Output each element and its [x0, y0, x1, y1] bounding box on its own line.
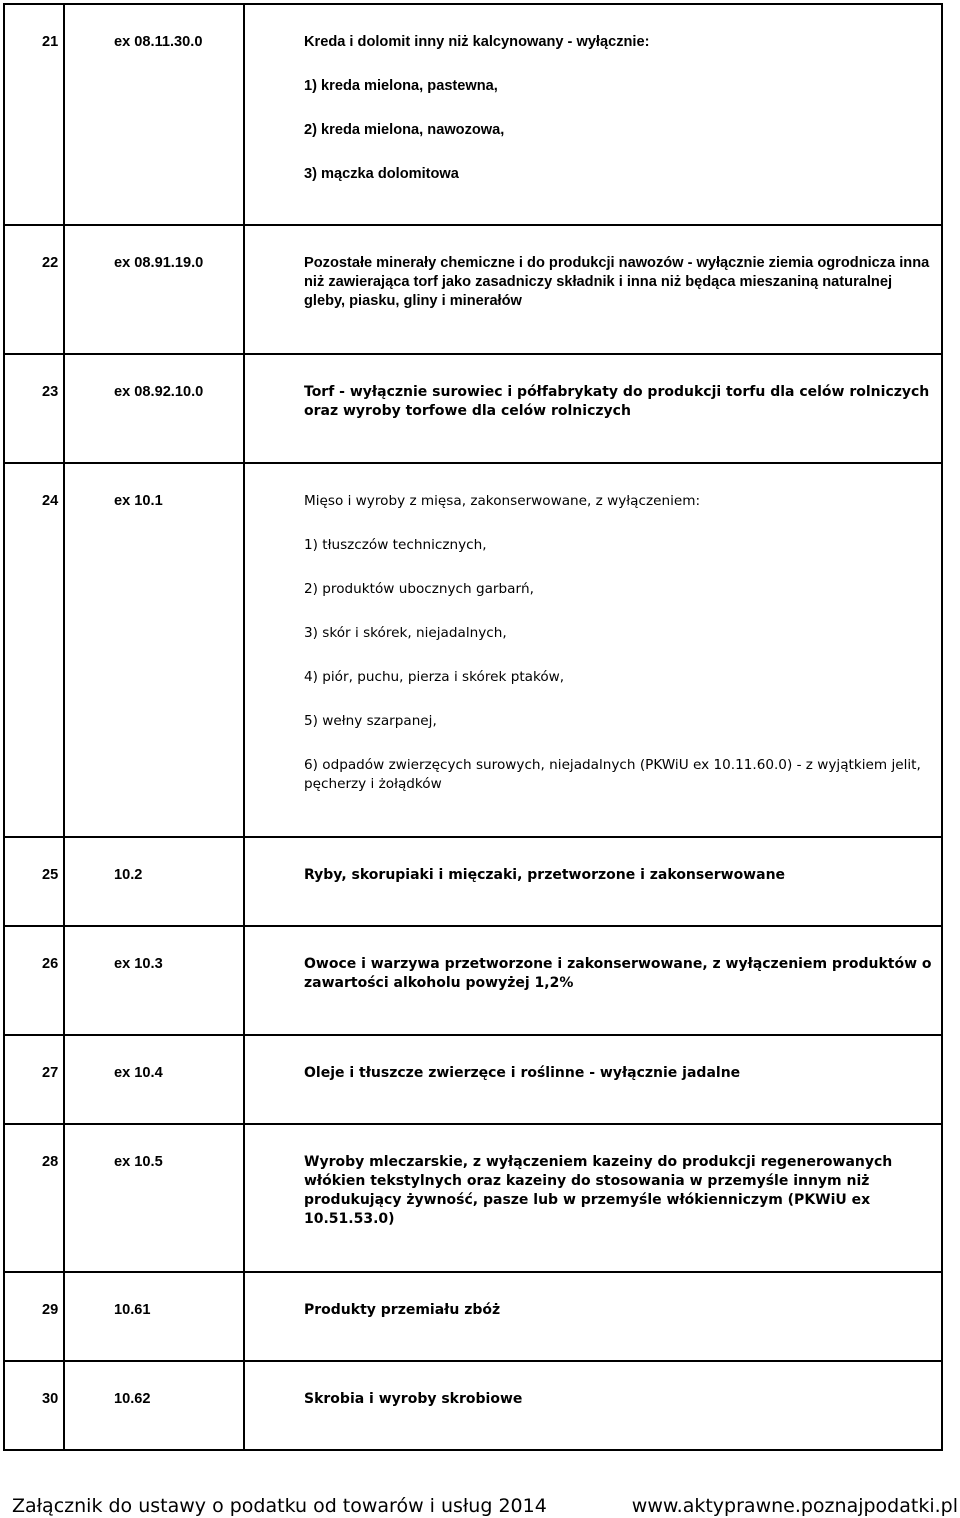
desc-line: Ryby, skorupiaki i mięczaki, przetworzone i zakonserwowane: [304, 867, 786, 883]
desc-line: Wyroby mleczarskie, z wyłączeniem kazeiny do produkcji regenerowanych włókien tekstylnych oraz kazeiny do stosowania w przemyśle innym niż produkujący żywność, pasze lub w przemyśle włókienniczym (PKWiU ex 10.51.53.0): [304, 1154, 893, 1227]
row-number: 23: [4, 354, 64, 463]
desc-line: 4) piór, puchu, pierza i skórek ptaków,: [304, 669, 565, 685]
desc-line: 5) wełny szarpanej,: [304, 713, 437, 729]
row-number: 28: [4, 1124, 64, 1272]
desc-line: Owoce i warzywa przetworzone i zakonserwowane, z wyłączeniem produktów o zawartości alkoholu powyżej 1,2%: [304, 956, 932, 991]
pkwiu-code: 10.61: [64, 1272, 244, 1361]
pkwiu-code: ex 10.5: [64, 1124, 244, 1272]
table-row: [4, 1124, 942, 1272]
pkwiu-code: 10.62: [64, 1361, 244, 1450]
pkwiu-code: ex 08.92.10.0: [64, 354, 244, 463]
row-description: [244, 1035, 942, 1124]
row-description: [244, 1272, 942, 1361]
desc-line: Pozostałe minerały chemiczne i do produkcji nawozów - wyłącznie ziemia ogrodnicza inna niż zawierająca torf jako zasadniczy składnik i inna niż będąca mieszaniną naturalnej gleby, piasku, gliny i minerałów: [304, 255, 930, 309]
row-description: [244, 463, 942, 837]
table-row: [4, 926, 942, 1035]
row-description: [244, 1361, 942, 1450]
desc-line: 2) produktów ubocznych garbarń,: [304, 581, 534, 597]
table-row: [4, 4, 942, 225]
desc-line: 1) kreda mielona, pastewna,: [304, 78, 498, 94]
row-description: [244, 1124, 942, 1272]
table-row: [4, 1361, 942, 1450]
table-row: [4, 1035, 942, 1124]
row-number: 24: [4, 463, 64, 837]
pkwiu-code: ex 10.4: [64, 1035, 244, 1124]
table-row: [4, 463, 942, 837]
footer-title: Załącznik do ustawy o podatku od towarów i usług 2014: [12, 1495, 547, 1517]
desc-line: Produkty przemiału zbóż: [304, 1302, 501, 1318]
row-number: 29: [4, 1272, 64, 1361]
desc-line: Kreda i dolomit inny niż kalcynowany - wyłącznie:: [304, 34, 650, 50]
row-description: [244, 354, 942, 463]
desc-line: 6) odpadów zwierzęcych surowych, niejadalnych (PKWiU ex 10.11.60.0) - z wyjątkiem jelit, pęcherzy i żołądków: [304, 757, 921, 792]
row-number: 25: [4, 837, 64, 926]
table-row: [4, 354, 942, 463]
desc-line: 3) mączka dolomitowa: [304, 166, 459, 182]
pkwiu-code: ex 10.1: [64, 463, 244, 837]
desc-line: Torf - wyłącznie surowiec i półfabrykaty do produkcji torfu dla celów rolniczych oraz wyroby torfowe dla celów rolniczych: [304, 384, 930, 419]
row-number: 26: [4, 926, 64, 1035]
table-row: [4, 1272, 942, 1361]
pkwiu-code: ex 08.11.30.0: [64, 4, 244, 225]
row-description: [244, 4, 942, 225]
pkwiu-code: ex 08.91.19.0: [64, 225, 244, 354]
goods-table: [3, 3, 943, 1451]
table-row: [4, 225, 942, 354]
table-row: [4, 837, 942, 926]
pkwiu-code: ex 10.3: [64, 926, 244, 1035]
desc-line: Mięso i wyroby z mięsa, zakonserwowane, z wyłączeniem:: [304, 493, 701, 509]
row-number: 30: [4, 1361, 64, 1450]
row-description: [244, 837, 942, 926]
row-description: [244, 926, 942, 1035]
desc-line: 1) tłuszczów technicznych,: [304, 537, 487, 553]
row-number: 22: [4, 225, 64, 354]
row-number: 27: [4, 1035, 64, 1124]
row-number: 21: [4, 4, 64, 225]
desc-line: Skrobia i wyroby skrobiowe: [304, 1391, 523, 1407]
row-description: [244, 225, 942, 354]
desc-line: 2) kreda mielona, nawozowa,: [304, 122, 505, 138]
desc-line: Oleje i tłuszcze zwierzęce i roślinne - wyłącznie jadalne: [304, 1065, 741, 1081]
desc-line: 3) skór i skórek, niejadalnych,: [304, 625, 507, 641]
footer-website: www.aktyprawne.poznajpodatki.pl: [631, 1495, 958, 1517]
pkwiu-code: 10.2: [64, 837, 244, 926]
